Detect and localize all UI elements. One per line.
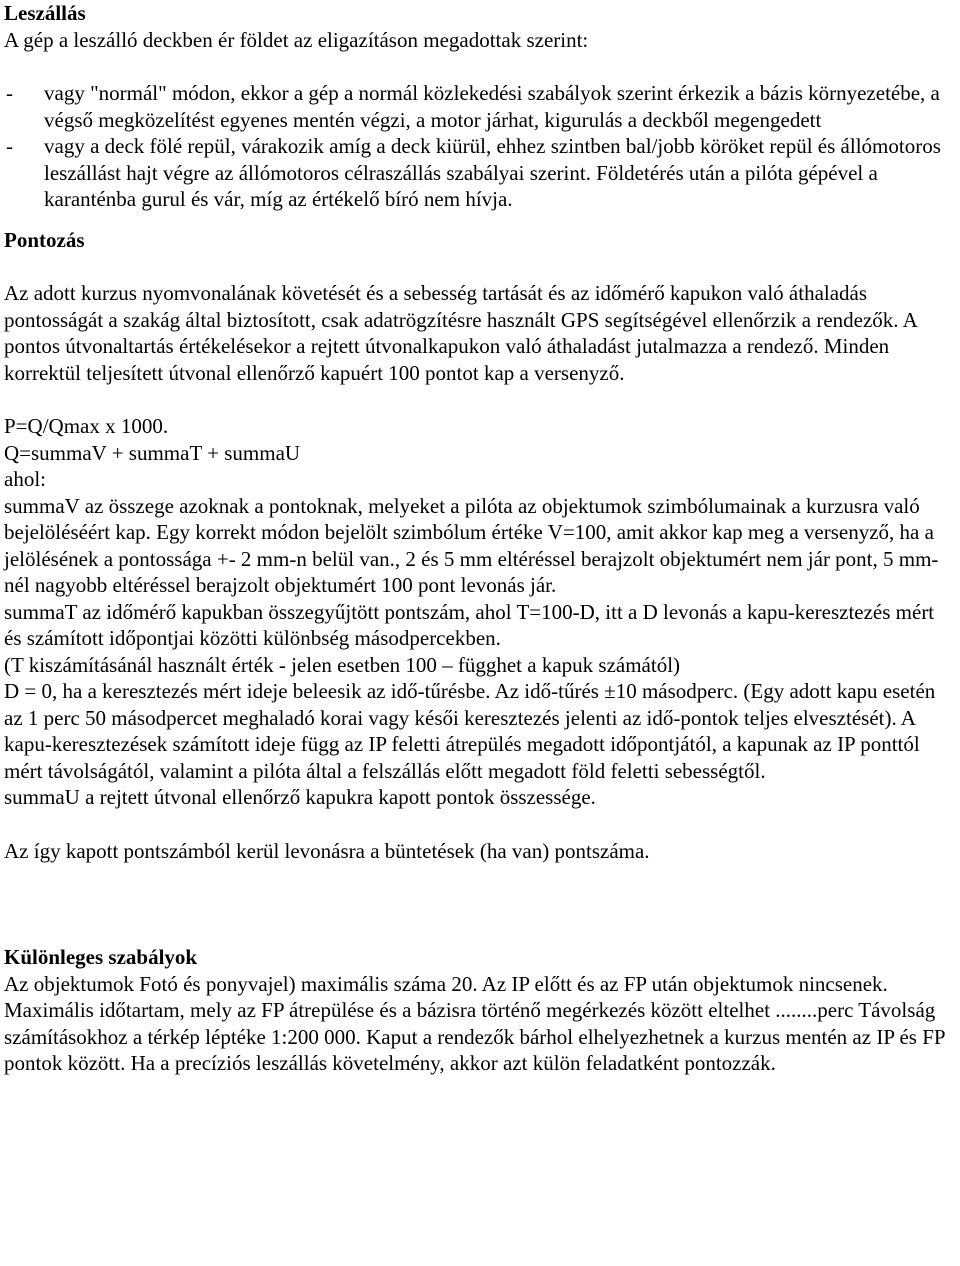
special-rules-text: Az objektumok Fotó és ponyvajel) maximális száma 20. Az IP előtt és az FP után objektumok nincsenek. Maximális időtartam, mely az FP átrepülése és a bázisra történő megérkezés között eltelhet ........perc Távolság számításokhoz a térkép léptéke 1:200 000. Kaput a rendezők bárhol elhelyezhetnek a kurzus mentén az IP és FP pontok között. Ha a precíziós leszállás követelmény, akkor azt külön feladatként pontozzák. <box>4 971 945 1075</box>
landing-option-text: vagy "normál" módon, ekkor a gép a normál közlekedési szabályok szerint érkezik a bázis környezetébe, a végső megközelítést egyenes mentén végzi, a motor járhat, kigurulás a deckből megengedett <box>44 81 940 132</box>
landing-option-normal <box>4 80 956 133</box>
document-page <box>4 0 956 1077</box>
spacer <box>4 213 956 227</box>
d-rule: D = 0, ha a keresztezés mért ideje beleesik az idő-tűrésbe. Az idő-tűrés ±10 másodperc. (Egy adott kapu esetén az 1 perc 50 másodpercet meghaladó korai vagy késői keresztezés jelenti az idő-pontok teljes elvesztését). A kapu-keresztezések számított ideje függ az IP feletti átrepülés megadott időpontjától, a kapunak az IP ponttól mért távolságától, valamint a pilóta által a felszállás előtt megadott föld feletti sebességtől. <box>4 679 936 783</box>
scoring-paragraph: Az adott kurzus nyomvonalának követését és a sebesség tartását és az időmérő kapukon való áthaladás pontosságát a szakág által biztosított, csak adatrögzítésre használt GPS segítségével ellenőrzik a rendezők. A pontos útvonaltartás értékelésekor a rejtett útvonalkapukon való áthaladást jutalmazza a rendező. Minden korrektül teljesített útvonal ellenőrző kapuért 100 pontot kap a versenyző. <box>4 281 917 385</box>
list-dash: - <box>6 134 13 158</box>
scoring-heading: Pontozás <box>4 227 85 252</box>
penalty-note: Az így kapott pontszámból kerül levonásra a büntetések (ha van) pontszáma. <box>4 838 650 863</box>
landing-options-list <box>4 80 956 213</box>
landing-option-text: vagy a deck fölé repül, várakozik amíg a deck kiürül, ehhez szintben bal/jobb köröket repül és állómotoros leszállást hajt végre az állómotoros célraszállás szabályai szerint. Földetérés után a pilóta gépével a karanténba gurul és vár, míg az értékelő bíró nem hívja. <box>44 134 941 211</box>
landing-section <box>4 0 956 213</box>
where-label: ahol: <box>4 467 46 491</box>
summa-t-definition: summaT az időmérő kapukban összegyűjtött pontszám, ahol T=100-D, itt a D levonás a kapu-keresztezés mért és számított időpontjai közötti különbség másodpercekben. <box>4 599 935 650</box>
spacer <box>4 811 956 838</box>
special-rules-section <box>4 944 956 1077</box>
summa-t-note: (T kiszámításánál használt érték - jelen esetben 100 – függhet a kapuk számától) <box>4 652 681 677</box>
list-dash: - <box>6 81 13 105</box>
scoring-section <box>4 227 956 865</box>
summa-v-definition: summaV az összege azoknak a pontoknak, melyeket a pilóta az objektumok szimbólumainak a kurzusra való bejelöléséért kap. Egy korrekt módon bejelölt szimbólum értéke V=100, amit akkor kap meg a versenyző, ha a jelölésének a pontossága +- 2 mm-n belül van., 2 és 5 mm eltéréssel berajzolt objektumért nem jár pont, 5 mm-nél nagyobb eltéréssel berajzolt objektumért 100 pont levonás jár. <box>4 493 939 597</box>
landing-intro: A gép a leszálló deckben ér földet az eligazításon megadottak szerint: <box>4 27 589 52</box>
landing-heading: Leszállás <box>4 1 86 25</box>
landing-option-deadstick <box>4 133 956 213</box>
formula-q: Q=summaV + summaT + summaU <box>4 440 301 465</box>
special-rules-heading: Különleges szabályok <box>4 945 198 969</box>
summa-u-definition: summaU a rejtett útvonal ellenőrző kapukra kapott pontok összessége. <box>4 785 596 809</box>
spacer <box>4 253 956 280</box>
spacer <box>4 864 956 944</box>
spacer <box>4 386 956 413</box>
formula-p: P=Q/Qmax x 1000. <box>4 414 169 438</box>
spacer <box>4 53 956 80</box>
